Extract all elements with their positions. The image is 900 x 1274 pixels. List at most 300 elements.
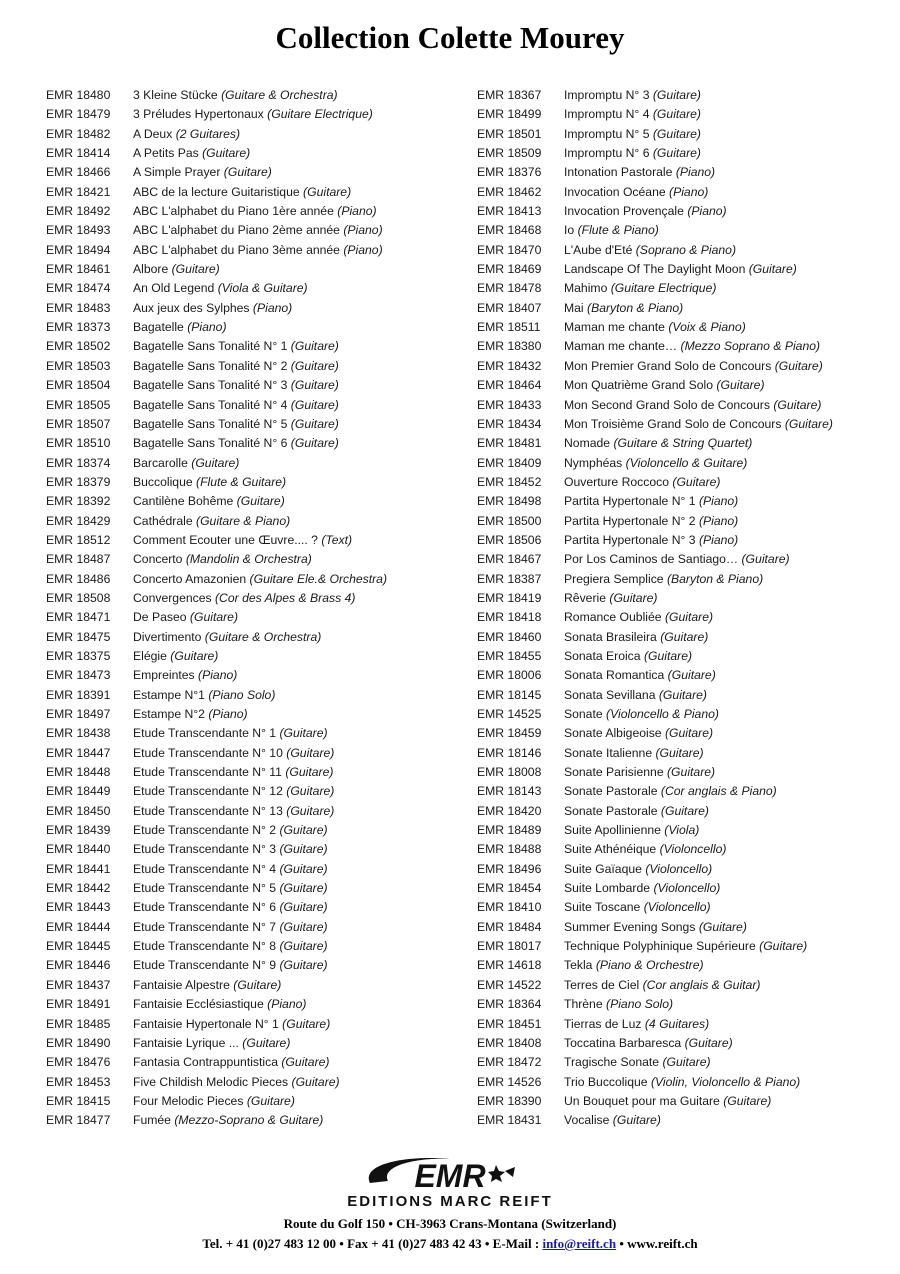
catalog-entry <box>477 318 897 337</box>
publisher-address: Route du Golf 150 • CH-3963 Crans-Montana (Switzerland) <box>283 1216 617 1231</box>
catalog-column-left <box>46 86 466 1131</box>
catalog-code: EMR 18146 <box>477 745 542 760</box>
catalog-code: EMR 18413 <box>477 204 542 219</box>
catalog-entry <box>477 802 897 821</box>
work-instrumentation: (Piano) <box>208 707 248 721</box>
catalog-code: EMR 18434 <box>477 416 542 431</box>
work-title: Impromptu N° 6 <box>564 146 650 161</box>
work-instrumentation: (Guitare) <box>233 977 282 992</box>
work-instrumentation: (Violoncello) <box>653 881 721 896</box>
catalog-entry <box>46 705 466 724</box>
catalog-code: EMR 18504 <box>46 378 111 393</box>
catalog-code: EMR 18432 <box>477 358 542 373</box>
catalog-entry <box>477 570 897 589</box>
work-title: Comment Ecouter une Œuvre.... ? <box>133 532 318 547</box>
catalog-code: EMR 18466 <box>46 165 111 180</box>
catalog-entry <box>46 1092 466 1111</box>
work-instrumentation: (Guitare) <box>242 1035 291 1050</box>
catalog-entry <box>46 492 466 511</box>
catalog-entry <box>46 1111 466 1130</box>
work-title: Partita Hypertonale N° 2 <box>564 513 696 528</box>
catalog-code: EMR 18496 <box>477 861 542 876</box>
work-title: Invocation Océane <box>564 184 666 199</box>
catalog-entry <box>46 1034 466 1053</box>
catalog-code: EMR 18510 <box>46 436 111 451</box>
catalog-entry <box>46 976 466 995</box>
work-instrumentation: (Piano & Orchestre) <box>595 958 704 973</box>
catalog-code: EMR 18492 <box>46 204 111 219</box>
work-instrumentation: (Mezzo-Soprano & Guitare) <box>174 1113 324 1128</box>
work-instrumentation: (Piano Solo) <box>208 687 276 702</box>
work-instrumentation: (Guitare Electrique) <box>267 107 373 122</box>
catalog-code: EMR 18419 <box>477 590 542 605</box>
catalog-entry <box>477 918 897 937</box>
catalog-code: EMR 14618 <box>477 958 542 973</box>
work-title: Concerto <box>133 552 183 567</box>
work-title: Four Melodic Pieces <box>133 1093 244 1108</box>
catalog-entry <box>477 531 897 550</box>
email-link[interactable]: info@reift.ch <box>542 1236 617 1251</box>
work-instrumentation: (Guitare Ele.& Orchestra) <box>249 571 388 586</box>
catalog-code: EMR 18509 <box>477 146 542 161</box>
work-title: Buccolique <box>133 474 193 489</box>
catalog-entry <box>477 1034 897 1053</box>
work-title: Partita Hypertonale N° 3 <box>564 532 696 547</box>
catalog-entry <box>46 879 466 898</box>
work-title: Bagatelle Sans Tonalité N° 3 <box>133 378 288 393</box>
work-title: 3 Kleine Stücke <box>133 88 218 102</box>
catalog-code: EMR 18380 <box>477 339 542 354</box>
work-instrumentation: (Text) <box>321 532 353 547</box>
catalog-entry <box>46 628 466 647</box>
work-instrumentation: (4 Guitares) <box>644 1016 710 1031</box>
catalog-entry <box>46 1073 466 1092</box>
catalog-entry <box>477 357 897 376</box>
work-title: Tierras de Luz <box>564 1016 642 1031</box>
catalog-code: EMR 18446 <box>46 958 111 973</box>
catalog-entry <box>477 782 897 801</box>
work-title: Bagatelle Sans Tonalité N° 1 <box>133 339 288 354</box>
work-instrumentation: (Mezzo Soprano & Piano) <box>680 339 821 354</box>
work-instrumentation: (Mandolin & Orchestra) <box>185 552 312 567</box>
work-instrumentation: (Guitare) <box>303 184 352 199</box>
work-title: Fumée <box>133 1113 171 1128</box>
catalog-entry <box>477 976 897 995</box>
catalog-code: EMR 18454 <box>477 881 542 896</box>
catalog-code: EMR 18447 <box>46 745 111 760</box>
catalog-entry <box>46 570 466 589</box>
work-title: Sonata Brasileira <box>564 629 657 644</box>
work-title: Etude Transcendante N° 9 <box>133 958 277 973</box>
emr-logo-icon <box>300 1153 600 1197</box>
work-title: Bagatelle Sans Tonalité N° 2 <box>133 358 288 373</box>
catalog-code: EMR 18499 <box>477 107 542 122</box>
work-title: Fantaisie Ecclésiastique <box>133 997 264 1012</box>
catalog-entry <box>46 221 466 240</box>
work-title: L'Aube d'Eté <box>564 242 633 257</box>
catalog-entry <box>477 705 897 724</box>
catalog-entry <box>477 937 897 956</box>
work-title: Rêverie <box>564 590 606 605</box>
work-instrumentation: (Guitare) <box>784 416 833 431</box>
catalog-code: EMR 18455 <box>477 648 542 663</box>
catalog-code: EMR 18439 <box>46 823 111 838</box>
catalog-code: EMR 18485 <box>46 1016 111 1031</box>
catalog-code: EMR 18459 <box>477 726 542 741</box>
work-title: De Paseo <box>133 610 187 625</box>
catalog-code: EMR 18491 <box>46 997 111 1012</box>
catalog-code: EMR 18390 <box>477 1093 542 1108</box>
catalog-code: EMR 18460 <box>477 629 542 644</box>
work-instrumentation: (Guitare) <box>652 88 701 102</box>
work-instrumentation: (Guitare) <box>236 494 285 509</box>
work-instrumentation: (Guitare) <box>290 416 339 431</box>
work-instrumentation: (Piano) <box>252 300 293 315</box>
work-title: Pregiera Semplice <box>564 571 664 586</box>
work-instrumentation: (Guitare) <box>279 900 328 915</box>
catalog-entry <box>477 279 897 298</box>
catalog-code: EMR 18497 <box>46 707 111 721</box>
work-instrumentation: (Guitare) <box>643 648 693 663</box>
catalog-code: EMR 18408 <box>477 1035 542 1050</box>
catalog-code: EMR 18441 <box>46 861 111 876</box>
work-title: Etude Transcendante N° 13 <box>133 803 283 818</box>
work-instrumentation: (Violin, Violoncello & Piano) <box>650 1074 801 1089</box>
work-title: Fantaisie Lyrique ... <box>133 1035 239 1050</box>
catalog-code: EMR 18438 <box>46 726 111 741</box>
catalog-code: EMR 18415 <box>46 1093 111 1108</box>
catalog-entry <box>46 299 466 318</box>
work-title: Romance Oubliée <box>564 610 662 625</box>
work-instrumentation: (Guitare) <box>684 1035 733 1050</box>
catalog-code: EMR 18443 <box>46 900 111 915</box>
catalog-entry <box>477 608 897 627</box>
contact-phone-fax: Tel. + 41 (0)27 483 12 00 • Fax + 41 (0)27 483 42 43 • E-Mail : <box>202 1236 543 1251</box>
catalog-code: EMR 18445 <box>46 939 111 954</box>
work-title: Etude Transcendante N° 12 <box>133 784 283 799</box>
work-title: Nymphéas <box>564 455 623 470</box>
catalog-code: EMR 18472 <box>477 1055 542 1070</box>
catalog-entry <box>46 415 466 434</box>
work-instrumentation: (2 Guitares) <box>175 126 241 141</box>
work-instrumentation: (Guitare) <box>773 397 822 412</box>
publisher-name: EDITIONS MARC REIFT <box>347 1193 553 1210</box>
work-title: Maman me chante… <box>564 339 678 354</box>
catalog-code: EMR 18474 <box>46 281 111 296</box>
catalog-entry <box>46 589 466 608</box>
work-title: Impromptu N° 3 <box>564 88 650 102</box>
catalog-entry <box>46 337 466 356</box>
catalog-code: EMR 14522 <box>477 977 542 992</box>
catalog-code: EMR 18364 <box>477 997 542 1012</box>
work-title: ABC L'alphabet du Piano 2ème année <box>133 223 340 238</box>
catalog-code: EMR 18500 <box>477 513 542 528</box>
catalog-entry <box>477 454 897 473</box>
catalog-entry <box>46 531 466 550</box>
work-instrumentation: (Guitare) <box>189 610 239 625</box>
catalog-entry <box>46 260 466 279</box>
catalog-code: EMR 18468 <box>477 223 542 238</box>
work-title: Convergences <box>133 590 212 605</box>
work-title: Intonation Pastorale <box>564 165 673 180</box>
work-title: Empreintes <box>133 668 195 683</box>
catalog-code: EMR 18481 <box>477 436 542 451</box>
catalog-code: EMR 18421 <box>46 184 111 199</box>
catalog-code: EMR 18449 <box>46 784 111 799</box>
work-instrumentation: (Guitare) <box>170 648 219 663</box>
work-title: Mon Troisième Grand Solo de Concours <box>564 416 782 431</box>
catalog-entry <box>477 821 897 840</box>
catalog-code: EMR 18437 <box>46 977 111 992</box>
work-title: ABC L'alphabet du Piano 1ère année <box>133 204 334 219</box>
work-instrumentation: (Piano) <box>687 204 727 219</box>
catalog-code: EMR 18376 <box>477 165 542 180</box>
catalog-entry <box>477 744 897 763</box>
catalog-entry <box>46 860 466 879</box>
catalog-entry <box>477 879 897 898</box>
work-title: Etude Transcendante N° 1 <box>133 726 277 741</box>
catalog-entry <box>477 724 897 743</box>
catalog-entry <box>46 821 466 840</box>
work-instrumentation: (Soprano & Piano) <box>635 242 737 257</box>
work-instrumentation: (Guitare) <box>286 803 335 818</box>
work-instrumentation: (Guitare) <box>290 397 339 412</box>
catalog-code: EMR 18429 <box>46 513 111 528</box>
work-title: Etude Transcendante N° 11 <box>133 765 282 780</box>
work-instrumentation: (Guitare) <box>664 726 714 741</box>
catalog-entry <box>46 434 466 453</box>
work-instrumentation: (Guitare) <box>279 842 328 857</box>
work-instrumentation: (Flute & Piano) <box>577 223 659 238</box>
catalog-code: EMR 18375 <box>46 648 111 663</box>
catalog-code: EMR 18505 <box>46 397 111 412</box>
catalog-entry <box>46 647 466 666</box>
work-instrumentation: (Guitare) <box>748 262 797 277</box>
work-instrumentation: (Guitare) <box>667 765 716 780</box>
work-instrumentation: (Guitare) <box>652 146 701 161</box>
catalog-entry <box>477 125 897 144</box>
catalog-code: EMR 18476 <box>46 1055 111 1070</box>
catalog-entry <box>46 163 466 182</box>
work-title: Maman me chante <box>564 320 665 335</box>
work-title: Summer Evening Songs <box>564 919 696 934</box>
work-title: Bagatelle <box>133 320 184 335</box>
work-title: Divertimento <box>133 629 202 644</box>
work-instrumentation: (Guitare & Piano) <box>196 513 291 528</box>
catalog-code: EMR 18407 <box>477 300 542 315</box>
work-title: Sonata Eroica <box>564 648 641 663</box>
work-instrumentation: (Piano) <box>698 532 739 547</box>
catalog-code: EMR 18373 <box>46 320 111 335</box>
work-title: Toccatina Barbaresca <box>564 1035 682 1050</box>
catalog-entry <box>477 415 897 434</box>
catalog-code: EMR 18444 <box>46 919 111 934</box>
work-instrumentation: (Guitare) <box>279 726 328 741</box>
catalog-code: EMR 18448 <box>46 765 111 780</box>
work-title: Mon Premier Grand Solo de Concours <box>564 358 772 373</box>
work-title: A Simple Prayer <box>133 165 221 180</box>
work-title: An Old Legend <box>133 281 215 296</box>
work-title: Fantasia Contrappuntistica <box>133 1055 278 1070</box>
catalog-code: EMR 18483 <box>46 300 111 315</box>
catalog-entry <box>46 956 466 975</box>
work-instrumentation: (Piano) <box>267 997 307 1012</box>
catalog-code: EMR 18480 <box>46 88 111 102</box>
catalog-entry <box>46 241 466 260</box>
work-instrumentation: (Piano) <box>198 668 238 683</box>
work-instrumentation: (Piano) <box>187 320 227 335</box>
catalog-entry <box>46 202 466 221</box>
catalog-entry <box>46 357 466 376</box>
work-instrumentation: (Guitare) <box>698 919 747 934</box>
work-title: Suite Gaïaque <box>564 861 642 876</box>
catalog-entry <box>477 550 897 569</box>
work-instrumentation: (Guitare) <box>279 919 328 934</box>
catalog-entry <box>477 666 897 685</box>
work-title: A Petits Pas <box>133 146 199 161</box>
catalog-code: EMR 18494 <box>46 242 111 257</box>
work-title: ABC de la lecture Guitaristique <box>133 184 300 199</box>
work-title: Por Los Caminos de Santiago… <box>564 552 739 567</box>
work-title: 3 Préludes Hypertonaux <box>133 107 264 122</box>
work-title: Bagatelle Sans Tonalité N° 5 <box>133 416 288 431</box>
work-title: Tekla <box>564 958 593 973</box>
work-title: Nomade <box>564 436 611 451</box>
catalog-entry <box>46 396 466 415</box>
catalog-entry <box>477 840 897 859</box>
catalog-code: EMR 18508 <box>46 590 111 605</box>
catalog-entry <box>46 183 466 202</box>
work-instrumentation: (Piano) <box>669 184 709 199</box>
catalog-entry <box>46 318 466 337</box>
work-instrumentation: (Guitare) <box>246 1093 295 1108</box>
work-instrumentation: (Guitare) <box>286 745 335 760</box>
catalog-entry <box>477 763 897 782</box>
work-title: Five Childish Melodic Pieces <box>133 1074 289 1089</box>
catalog-entry <box>46 1015 466 1034</box>
catalog-entry <box>477 144 897 163</box>
publisher-contact <box>0 1236 900 1252</box>
catalog-code: EMR 18502 <box>46 339 111 354</box>
catalog-entry <box>46 782 466 801</box>
catalog-code: EMR 18418 <box>477 610 542 625</box>
catalog-entry <box>46 840 466 859</box>
catalog-code: EMR 18143 <box>477 784 542 799</box>
work-instrumentation: (Guitare) <box>723 1093 772 1108</box>
work-instrumentation: (Guitare) <box>290 378 339 393</box>
catalog-entry <box>477 337 897 356</box>
work-instrumentation: (Guitare) <box>662 1055 711 1070</box>
catalog-code: EMR 18451 <box>477 1016 542 1031</box>
catalog-entry <box>46 105 466 124</box>
catalog-entry <box>46 763 466 782</box>
catalog-entry <box>477 898 897 917</box>
work-title: Impromptu N° 4 <box>564 107 650 122</box>
catalog-code: EMR 18374 <box>46 455 111 470</box>
work-title: Fantaisie Alpestre <box>133 977 230 992</box>
catalog-code: EMR 18392 <box>46 494 111 509</box>
catalog-entry <box>477 202 897 221</box>
work-instrumentation: (Piano) <box>698 513 739 528</box>
work-title: Sonate Pastorale <box>564 784 658 799</box>
catalog-code: EMR 18493 <box>46 223 111 238</box>
work-title: Sonata Sevillana <box>564 687 656 702</box>
catalog-entry <box>46 279 466 298</box>
work-instrumentation: (Guitare) <box>759 939 808 954</box>
work-instrumentation: (Guitare) <box>279 881 328 896</box>
catalog-entry <box>477 589 897 608</box>
catalog-code: EMR 18487 <box>46 552 111 567</box>
catalog-column-right <box>477 86 897 1131</box>
catalog-code: EMR 18467 <box>477 552 542 567</box>
catalog-entry <box>477 221 897 240</box>
work-title: Mai <box>564 300 584 315</box>
catalog-code: EMR 18440 <box>46 842 111 857</box>
work-title: Etude Transcendante N° 6 <box>133 900 277 915</box>
catalog-code: EMR 18414 <box>46 146 111 161</box>
catalog-code: EMR 18507 <box>46 416 111 431</box>
catalog-code: EMR 18145 <box>477 687 542 702</box>
work-title: Sonate Parisienne <box>564 765 664 780</box>
catalog-entry <box>46 744 466 763</box>
catalog-code: EMR 18461 <box>46 262 111 277</box>
work-instrumentation: (Guitare) <box>652 107 701 122</box>
catalog-entry <box>477 860 897 879</box>
catalog-entry <box>477 434 897 453</box>
work-instrumentation: (Guitare) <box>290 436 339 451</box>
work-title: Etude Transcendante N° 2 <box>133 823 277 838</box>
work-instrumentation: (Guitare) <box>741 552 790 567</box>
work-title: Cathédrale <box>133 513 193 528</box>
catalog-entry <box>477 241 897 260</box>
catalog-code: EMR 18506 <box>477 532 542 547</box>
catalog-entry <box>46 608 466 627</box>
catalog-code: EMR 18367 <box>477 88 542 102</box>
work-instrumentation: (Baryton & Piano) <box>666 571 764 586</box>
work-instrumentation: (Guitare) <box>279 958 328 973</box>
work-instrumentation: (Guitare & Orchestra) <box>221 88 338 102</box>
work-title: Mon Quatrième Grand Solo <box>564 378 714 393</box>
catalog-entry <box>477 86 897 105</box>
work-title: Etude Transcendante N° 10 <box>133 745 283 760</box>
catalog-code: EMR 18489 <box>477 823 542 838</box>
work-instrumentation: (Guitare) <box>202 146 251 161</box>
work-instrumentation: (Piano) <box>343 223 383 238</box>
work-title: Ouverture Roccoco <box>564 474 669 489</box>
work-title: Bagatelle Sans Tonalité N° 6 <box>133 436 288 451</box>
work-instrumentation: (Guitare Electrique) <box>610 281 717 296</box>
work-instrumentation: (Guitare) <box>655 745 704 760</box>
catalog-code: EMR 18008 <box>477 765 542 780</box>
work-instrumentation: (Cor anglais & Guitar) <box>642 977 761 992</box>
work-instrumentation: (Guitare & String Quartet) <box>613 436 753 451</box>
work-instrumentation: (Violoncello & Guitare) <box>625 455 748 470</box>
catalog-entry <box>477 1073 897 1092</box>
catalog-code: EMR 18498 <box>477 494 542 509</box>
work-title: Un Bouquet pour ma Guitare <box>564 1093 720 1108</box>
work-instrumentation: (Violoncello) <box>659 842 727 857</box>
catalog-entry <box>477 995 897 1014</box>
work-title: Sonate Albigeoise <box>564 726 662 741</box>
work-instrumentation: (Cor des Alpes & Brass 4) <box>214 590 356 605</box>
work-instrumentation: (Guitare) <box>660 803 709 818</box>
catalog-entry <box>477 396 897 415</box>
catalog-entry <box>477 1015 897 1034</box>
work-instrumentation: (Piano Solo) <box>606 997 674 1012</box>
catalog-code: EMR 18017 <box>477 939 542 954</box>
work-title: Landscape Of The Daylight Moon <box>564 262 746 277</box>
catalog-code: EMR 14525 <box>477 707 542 721</box>
